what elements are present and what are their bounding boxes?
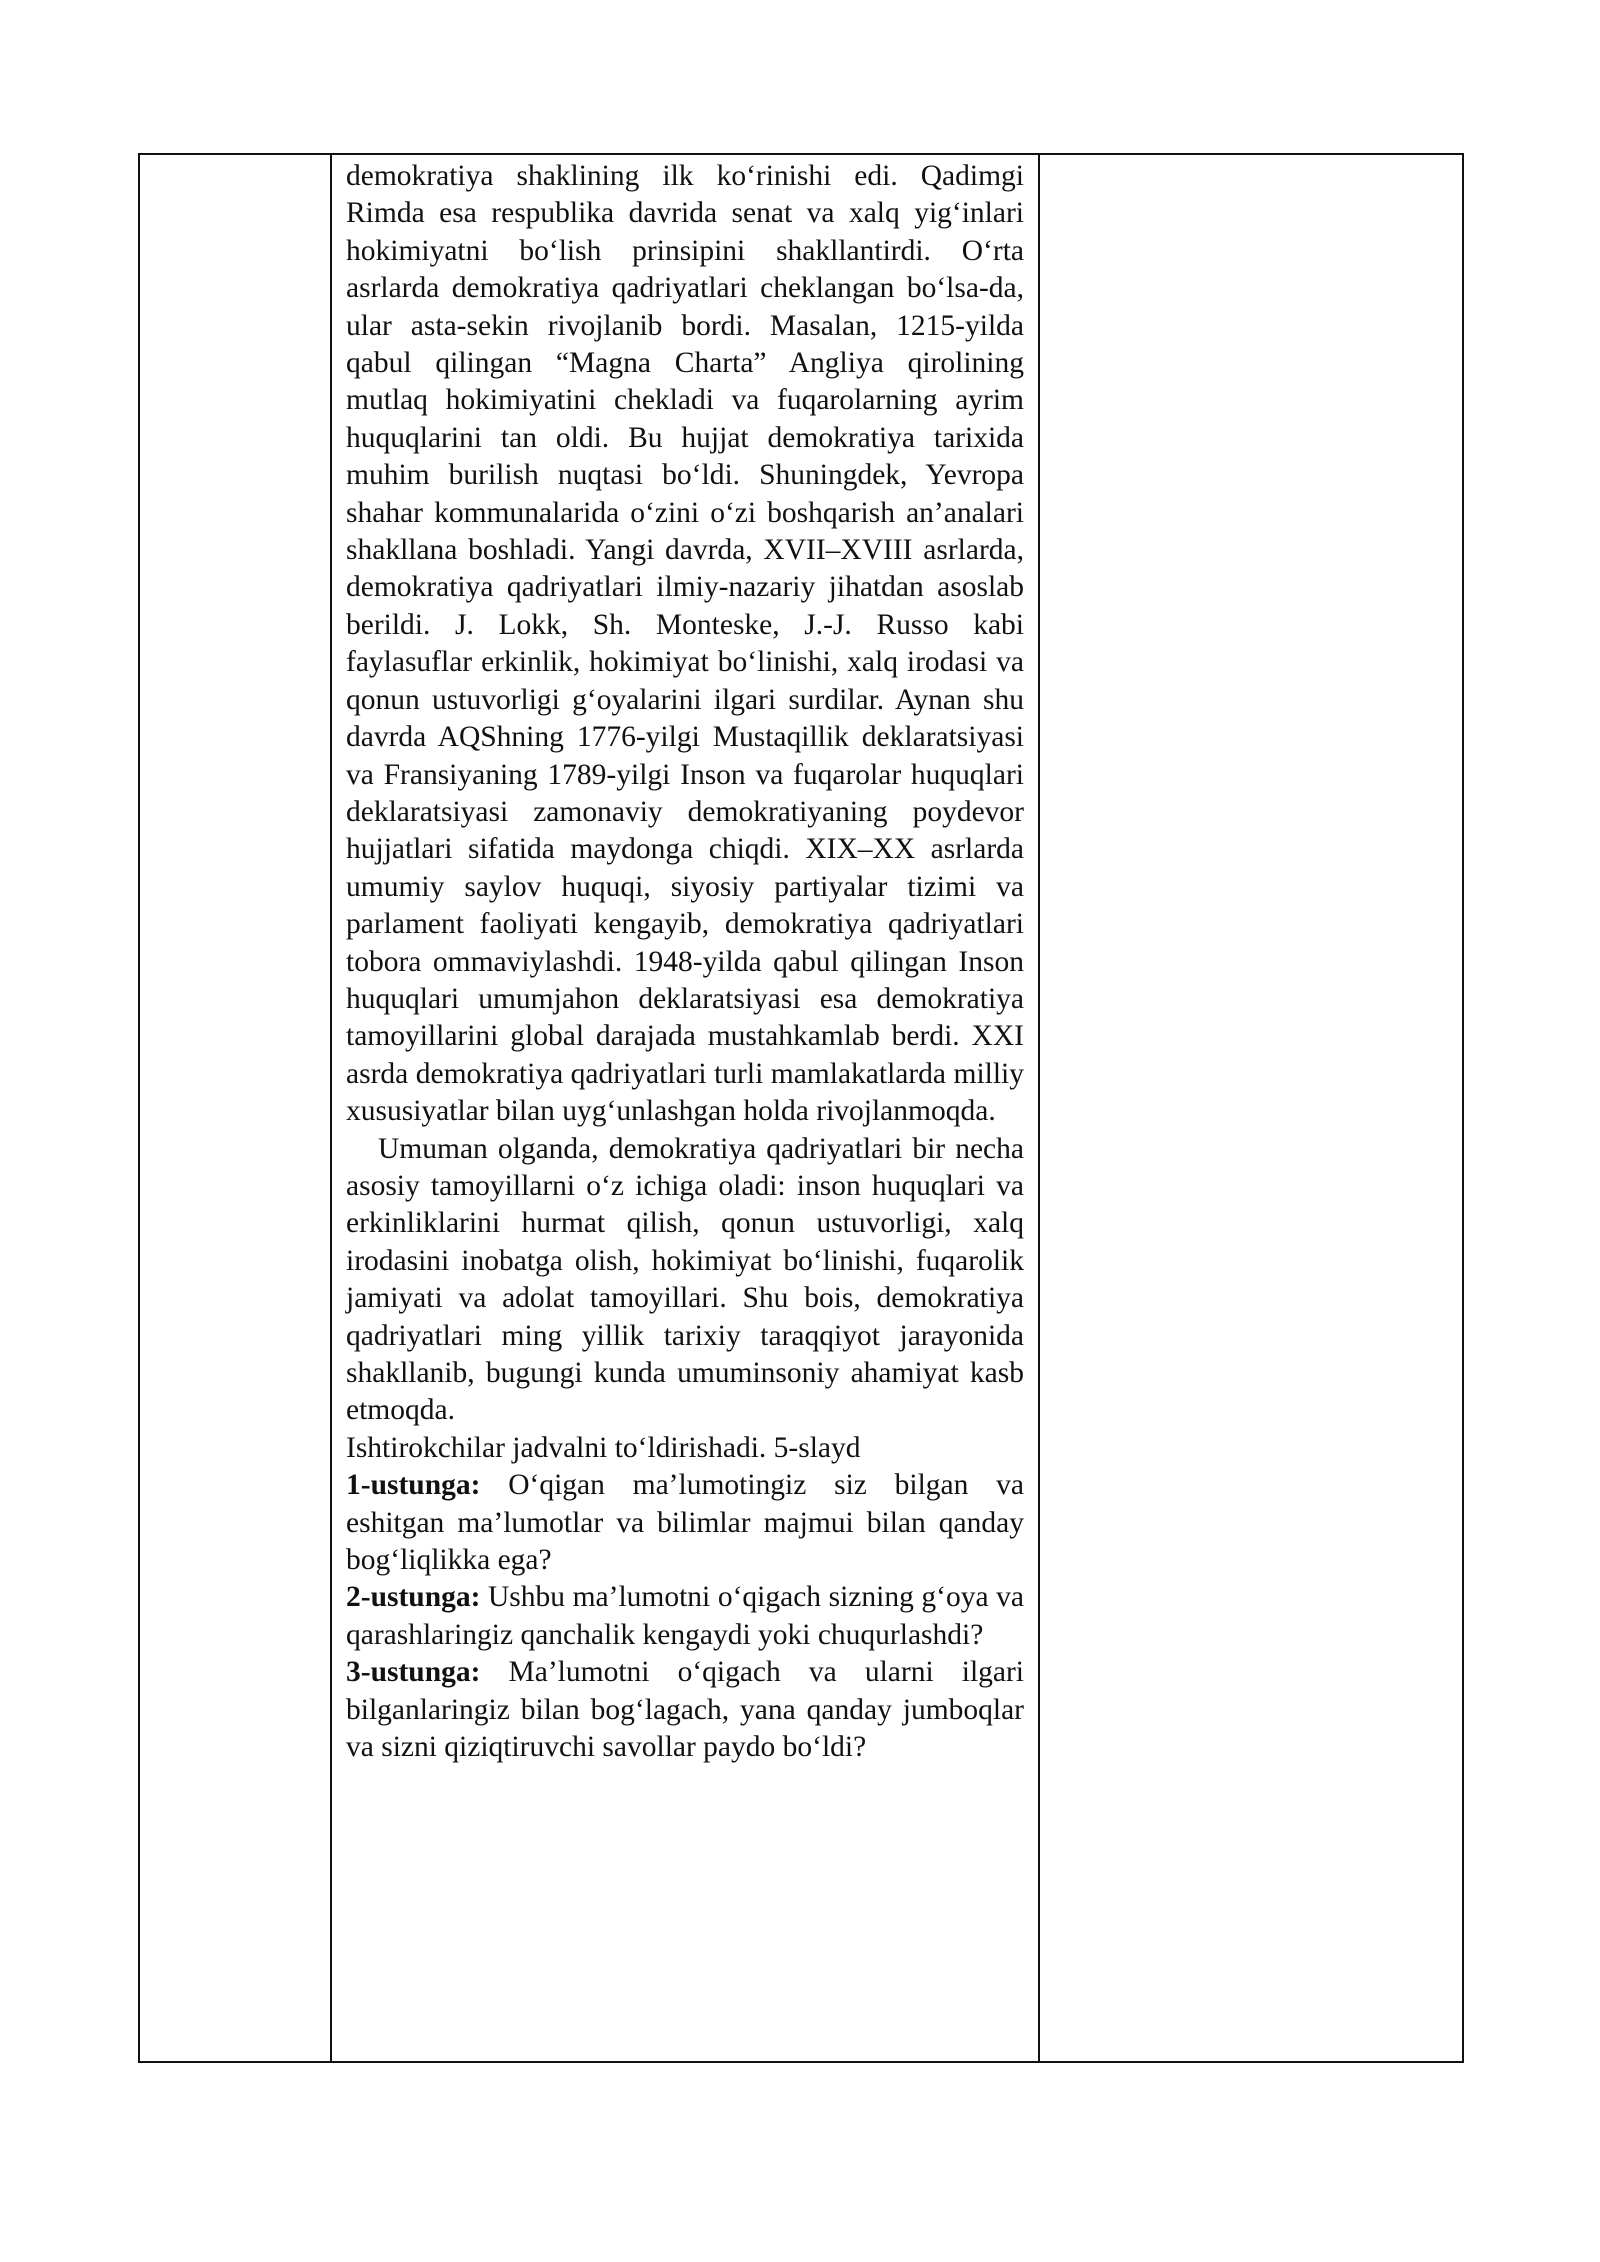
question-2-label: 2-ustunga:: [346, 1581, 481, 1614]
question-3-label: 3-ustunga:: [346, 1656, 481, 1689]
table-row: [139, 154, 1463, 2062]
question-1-label: 1-ustunga:: [346, 1469, 481, 1502]
paragraph-summary: Umuman olganda, demokratiya qadriyatlari bir necha asosiy tamoyillarni oʻz ichiga oladi: inson huquqlari va erkinliklarini hurmat qilish, qonun ustuvorligi, xalq irodasini inobatga olish, hokimiyat boʻlinishi, fuqarolik jamiyati va adolat tamoyillari. Shu bois, demokratiya qadriyatlari ming yillik tarixiy taraqqiyot jarayonida shakllanib, bugungi kunda umuminsoniy ahamiyat kasb etmoqda.: [346, 1132, 1024, 1427]
table-cell-right: [1039, 154, 1463, 2062]
table-cell-left: [139, 154, 331, 2062]
question-1: [346, 1467, 1024, 1579]
question-3: [346, 1654, 1024, 1766]
question-2-text: Ushbu ma’lumotni oʻqigach sizning gʻoya va qarashlaringiz qanchalik kengaydi yoki chuqurlashdi?: [346, 1581, 1024, 1651]
question-2: [346, 1579, 1024, 1654]
question-1-text: Oʻqigan ma’lumotingiz siz bilgan va eshitgan ma’lumotlar va bilimlar majmui bilan qanday bogʻliqlikka ega?: [346, 1469, 1024, 1577]
paragraph-history: demokratiya shaklining ilk koʻrinishi edi. Qadimgi Rimda esa respublika davrida senat va xalq yigʻinlari hokimiyatni boʻlish prinsipini shakllantirdi. Oʻrta asrlarda demokratiya qadriyatlari cheklangan boʻlsa-da, ular asta-sekin rivojlanib bordi. Masalan, 1215-yilda qabul qilingan “Magna Charta” Angliya qirolining mutlaq hokimiyatini chekladi va fuqarolarning ayrim huquqlarini tan oldi. Bu hujjat demokratiya tarixida muhim burilish nuqtasi boʻldi. Shuningdek, Yevropa shahar kommunalarida oʻzini oʻzi boshqarish an’analari shakllana boshladi. Yangi davrda, XVII–XVIII asrlarda, demokratiya qadriyatlari ilmiy-nazariy jihatdan asoslab berildi. J. Lokk, Sh. Monteske, J.-J. Russo kabi faylasuflar erkinlik, hokimiyat boʻlinishi, xalq irodasi va qonun ustuvorligi gʻoyalarini ilgari surdilar. Aynan shu davrda AQShning 1776-yilgi Mustaqillik deklaratsiyasi va Fransiyaning 1789-yilgi Inson va fuqarolar huquqlari deklaratsiyasi zamonaviy demokratiyaning poydevor hujjatlari sifatida maydonga chiqdi. XIX–XX asrlarda umumiy saylov huquqi, siyosiy partiyalar tizimi va parlament faoliyati kengayib, demokratiya qadriyatlari tobora ommaviylashdi. 1948-yilda qabul qilingan Inson huquqlari umumjahon deklaratsiyasi esa demokratiya tamoyillarini global darajada mustahkamlab berdi. XXI asrda demokratiya qadriyatlari turli mamlakatlarda milliy xususiyatlar bilan uygʻunlashgan holda rivojlanmoqda.: [346, 160, 1024, 1128]
table-cell-content: [331, 154, 1039, 2062]
cell-text-block: [332, 155, 1038, 1766]
lesson-table: [138, 153, 1464, 2063]
question-3-text: Ma’lumotni oʻqigach va ularni ilgari bilganlaringiz bilan bogʻlagach, yana qanday jumboqlar va sizni qiziqtiruvchi savollar paydo boʻldi?: [346, 1656, 1024, 1764]
paragraph-task: Ishtirokchilar jadvalni toʻldirishadi. 5-slayd: [346, 1431, 861, 1464]
